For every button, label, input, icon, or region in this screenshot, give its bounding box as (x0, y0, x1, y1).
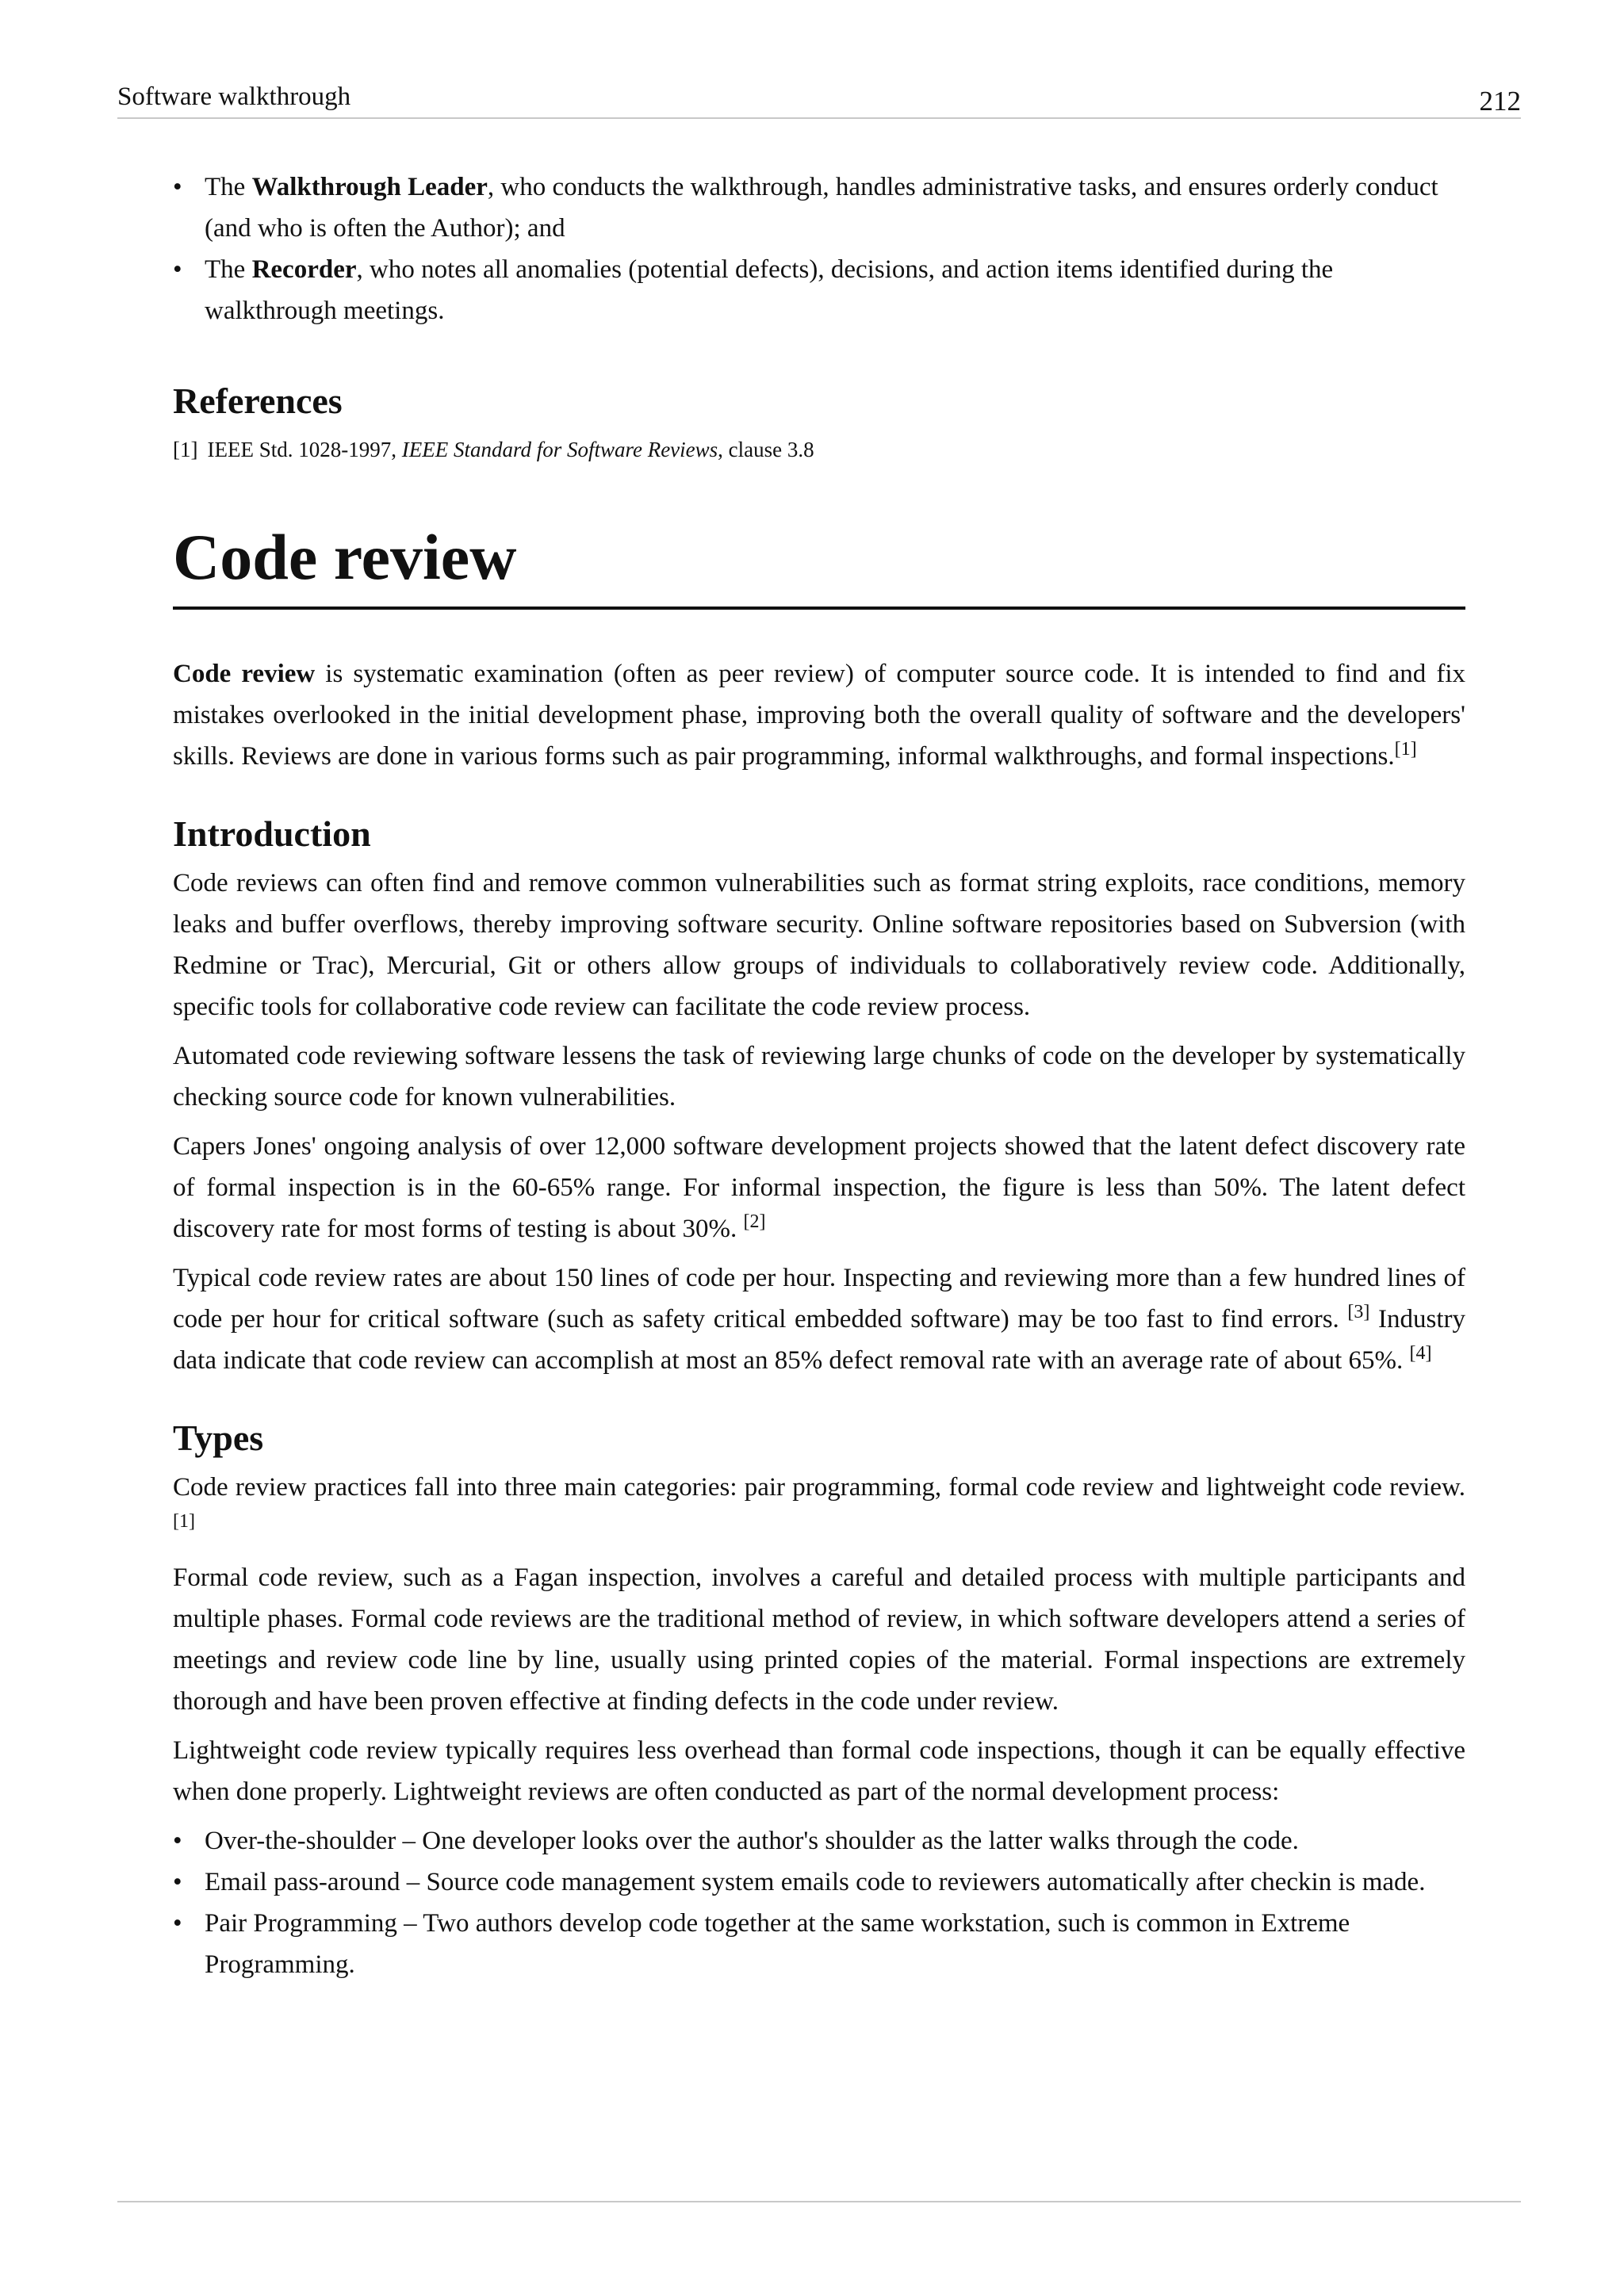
footer-divider (117, 2201, 1521, 2202)
list-item: • Pair Programming – Two authors develop code together at the same workstation, such is common in Extreme Programming. (173, 1903, 1465, 1985)
types-paragraph-2: Formal code review, such as a Fagan inspection, involves a careful and detailed process with multiple participants and multiple phases. Formal code reviews are the traditional method of review, in which software developers attend a series of meetings and review code line by line, usually using printed copies of the material. Formal inspections are extremely thorough and have been proven effective at finding defects in the code under review. (173, 1563, 1465, 1716)
running-header (117, 76, 1521, 119)
page-body (173, 166, 1465, 1985)
bullet-icon: • (173, 1867, 182, 1896)
intro-paragraph-3: Capers Jones' ongoing analysis of over 12,000 software development projects showed that the latent defect discovery rate of formal inspection is in the 60-65% range. For informal inspection, the figure is less than 50%. The latent defect discovery rate for most forms of testing is about 30%. [2] (173, 1131, 1465, 1243)
introduction-heading: Introduction (173, 813, 371, 854)
intro-paragraph-1: Code reviews can often find and remove common vulnerabilities such as format string exploits, race conditions, memory leaks and buffer overflows, thereby improving software security. Online software repositories based on Subversion (with Redmine or Trac), Mercurial, Git or others allow groups of individuals to collaboratively review code. Additionally, specific tools for collaborative code review can facilitate the code review process. (173, 868, 1465, 1021)
running-header-title: Software walkthrough (117, 82, 351, 111)
bullet-icon: • (173, 255, 182, 284)
types-paragraph-1: Code review practices fall into three main categories: pair programming, formal code review and lightweight code review.[1] (173, 1472, 1465, 1532)
article-title: Code review (173, 519, 1465, 610)
citation-link[interactable]: [1] (1394, 738, 1417, 760)
reference-title: IEEE Standard for Software Reviews (401, 438, 718, 461)
intro-paragraph-4: Typical code review rates are about 150 lines of code per hour. Inspecting and reviewing more than a few hundred lines of code per hour for critical software (such as safety critical embedded software) may be too fast to find errors. [3] Industry data indicate that code review can accomplish at most an 85% defect removal rate with an average rate of about 65%. [4] (173, 1263, 1465, 1375)
citation-link[interactable]: [2] (743, 1211, 766, 1232)
bullet-icon: • (173, 1826, 182, 1855)
list-item: • The Recorder, who notes all anomalies (potential defects), decisions, and action items identified during the walkthrough meetings. (173, 249, 1465, 331)
role-name: Recorder (251, 255, 357, 284)
walkthrough-roles-list (173, 166, 1465, 331)
list-item: • Email pass-around – Source code management system emails code to reviewers automatically after checkin is made. (173, 1862, 1465, 1903)
citation-link[interactable]: [4] (1409, 1342, 1432, 1364)
citation-link[interactable]: [3] (1347, 1301, 1370, 1322)
lead-term: Code review (173, 659, 316, 688)
lead-paragraph: Code review is systematic examination (often as peer review) of computer source code. It is intended to find and fix mistakes overlooked in the initial development phase, improving both the overall quality of software and the developers' skills. Reviews are done in various forms such as pair programming, informal walkthroughs, and formal inspections.[1] (173, 659, 1465, 771)
list-item: • The Walkthrough Leader, who conducts the walkthrough, handles administrative tasks, and ensures orderly conduct (and who is often the Author); and (173, 166, 1465, 249)
role-name: Walkthrough Leader (251, 173, 488, 201)
bullet-icon: • (173, 1908, 182, 1938)
reference-item: [1] IEEE Std. 1028-1997, IEEE Standard for Software Reviews, clause 3.8 (173, 438, 814, 461)
types-heading: Types (173, 1417, 264, 1458)
citation-link[interactable]: [1] (173, 1510, 195, 1532)
bullet-icon: • (173, 173, 182, 201)
page-number: 212 (1479, 86, 1521, 117)
lightweight-review-list (173, 1820, 1465, 1985)
intro-paragraph-2: Automated code reviewing software lessens the task of reviewing large chunks of code on the developer by systematically checking source code for known vulnerabilities. (173, 1041, 1465, 1112)
references-heading: References (173, 381, 343, 421)
list-item: • Over-the-shoulder – One developer looks over the author's shoulder as the latter walks through the code. (173, 1820, 1465, 1862)
reference-number: [1] (173, 438, 198, 461)
types-paragraph-3: Lightweight code review typically requires less overhead than formal code inspections, though it can be equally effective when done properly. Lightweight reviews are often conducted as part of the normal development process: (173, 1735, 1465, 1806)
